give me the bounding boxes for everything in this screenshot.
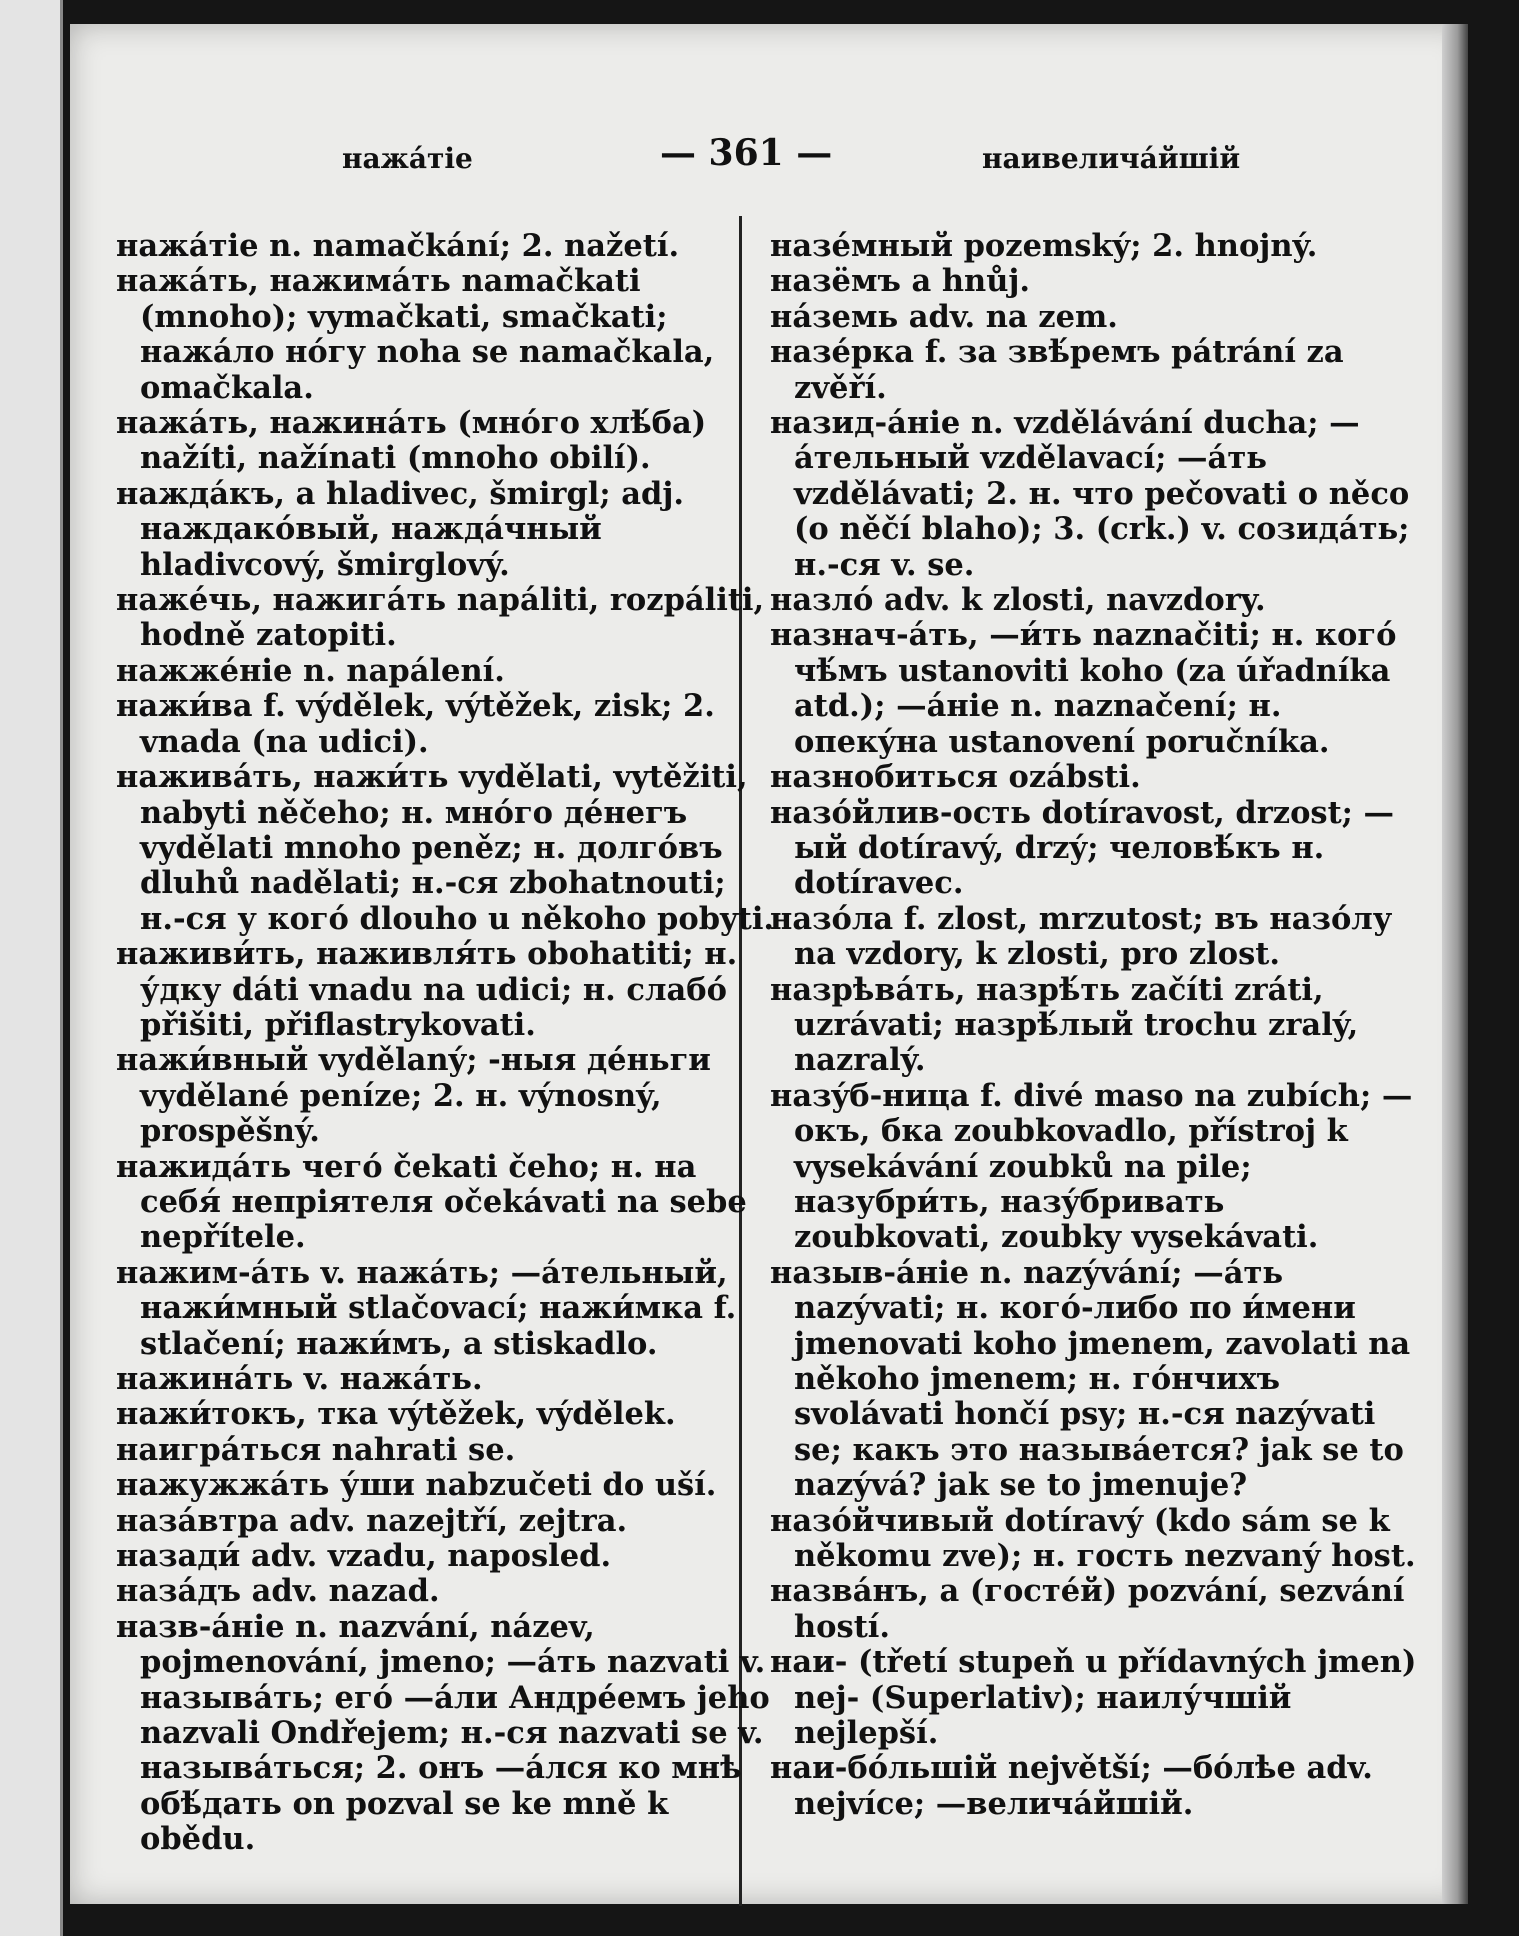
entry: назв-áніе n. nazvání, název, pojmenování, jmeno; —áть nazvati v. называ́ть; егó —áли Андрéемъ jeho nazvali Ondřejem; н.-ся nazvati se v. называ́ться; 2. онъ —áлся ко мнѣ обѣ́дать on pozval se ke mně k obědu. bbox=[116, 1608, 770, 1858]
header-left-guide-word: нажáтіе bbox=[342, 142, 473, 175]
entry: наигрáться nahrati se. bbox=[116, 1431, 516, 1468]
entry: наживáть, нажи́ть vydělati, vytěžiti, nabyti něčeho; н. мнóго дéнегъ vydělati mnoho peněz; н. долгóвъ dluhů nadělati; н.-ся zbohatnouti; н.-ся у когó dlouho u někoho pobyti. bbox=[116, 759, 775, 937]
entry: наи-бóльшій největší; —бóлѣе adv. nejvíce; —величáйшій. bbox=[770, 1750, 1373, 1822]
entry: назыв-áніе n. nazývání; —áть nazývati; н. когó-либо по и́мени jmenovati koho jmenem, zavolati na někoho jmenem; н. гóнчихъ svolávati hončí psy; н.-ся nazývati se; какъ это называ́ется? jak se to nazývá? jak se to jmenuje? bbox=[770, 1254, 1411, 1504]
entry: назнобиться ozábsti. bbox=[770, 759, 1141, 796]
entry: наждáкъ, a hladivec, šmirgl; adj. наждакóвый, наждáчный hladivcový, šmirglový. bbox=[116, 475, 685, 583]
entry: нажи́вный vydělaný; -ныя дéньги vydělané peníze; 2. н. výnosný, prospěšný. bbox=[116, 1042, 711, 1150]
adjacent-page-edge bbox=[0, 0, 63, 1936]
entry: назнач-áть, —и́ть naznačiti; н. когó чѣ́мъ ustanoviti koho (za úřadníka atd.); —áніе n. naznačení; н. опекýна ustanovení poručníka. bbox=[770, 617, 1397, 760]
entry: нажи́токъ, тка výtěžek, výdělek. bbox=[116, 1396, 676, 1433]
entry: назóла f. zlost, mrzutost; въ назóлу na vzdory, k zlosti, pro zlost. bbox=[770, 900, 1393, 973]
entry: назёмъ a hnůj. bbox=[770, 263, 1031, 300]
entry: нажужжáть у́ши nabzučeti do uší. bbox=[116, 1467, 717, 1504]
entry: назóйлив-ость dotíravost, drzost; —ый dotíravý, drzý; человѣ́къ н. dotíravec. bbox=[770, 794, 1395, 902]
entry: назýб-ница f. divé maso na zubích; —окъ, бка zoubkovadlo, přístroj k vysekávání zoubků na pile; назубри́ть, назýбривать zoubkovati, zoubky vysekávati. bbox=[770, 1077, 1413, 1256]
entry: назрѣвáть, назрѣ́ть začíti zráti, uzrávati; назрѣ́лый trochu zralý, nazralý. bbox=[770, 971, 1359, 1079]
entry: нажжéніе n. napálení. bbox=[116, 652, 505, 689]
entry: нажинáть v. нажáть. bbox=[116, 1361, 483, 1397]
entry: назвáнъ, a (гостéй) pozvání, sezvání hostí. bbox=[770, 1573, 1405, 1645]
entry: назади́ adv. vzadu, naposled. bbox=[116, 1538, 612, 1575]
entry: назéрка f. за звѣ́ремъ pátrání za zvěří. bbox=[770, 334, 1344, 406]
entry: нажáть, нажинáть (мнóго хлѣ́ба) nažíti, nažínati (mnoho obilí). bbox=[116, 405, 707, 477]
dictionary-page bbox=[70, 24, 1468, 1904]
entry: нажáть, нажимáть namačkati (mnoho); vymačkati, smačkati; нажáло нóгу noha se namačkala, omačkala. bbox=[116, 263, 715, 406]
entry: назóйчивый dotíravý (kdo sám se k někomu zve); н. гость nezvaný host. bbox=[770, 1502, 1416, 1575]
entry: нажидáть чегó čekati čeho; н. на себя́ непрiятеля očekávati na sebe nepřítele. bbox=[116, 1148, 747, 1256]
entry: наживи́ть, наживля́ть obohatiti; н. у́дку dáti vnadu na udici; н. слабó přišiti, přiflastrykovati. bbox=[116, 936, 738, 1043]
entry: назлó adv. k zlosti, navzdory. bbox=[770, 582, 1266, 619]
entry: назáдъ adv. nazad. bbox=[116, 1573, 440, 1610]
entry: нажáтіе n. namačkání; 2. nažetí. bbox=[116, 228, 680, 264]
entry: назéмный pozemský; 2. hnojný. bbox=[770, 228, 1318, 264]
entry: нáземь adv. na zem. bbox=[770, 298, 1118, 335]
left-column bbox=[116, 229, 776, 1858]
right-column bbox=[770, 229, 1430, 1822]
entry: нажи́ва f. výdělek, výtěžek, zisk; 2. vnada (na udici). bbox=[116, 688, 715, 760]
entry: нажим-áть v. нажáть; —áтельный, нажи́мный stlačovací; нажи́мка f. stlačení; нажи́мъ, a stiskadlo. bbox=[116, 1254, 737, 1362]
page-header bbox=[70, 132, 1450, 182]
page-number: — 361 — bbox=[660, 132, 833, 174]
entry: назид-áніе n. vzdělávání ducha; —áтельный vzdělavací; —áть vzdělávati; 2. н. что pečovati o něco (o něčí blaho); 3. (crk.) v. созидáть; н.-ся v. se. bbox=[770, 405, 1410, 583]
entry: назáвтра adv. nazejtří, zejtra. bbox=[116, 1502, 628, 1539]
header-right-guide-word: наивеличáйшій bbox=[982, 142, 1241, 175]
page-shadow-edge bbox=[1442, 24, 1468, 1904]
entry: наи- (třetí stupeň u přídavných jmen) nej- (Superlativ); наилу́чшій nejlepší. bbox=[770, 1644, 1417, 1752]
entry: нажéчь, нажигáть napáliti, rozpáliti, hodně zatopiti. bbox=[116, 582, 765, 654]
